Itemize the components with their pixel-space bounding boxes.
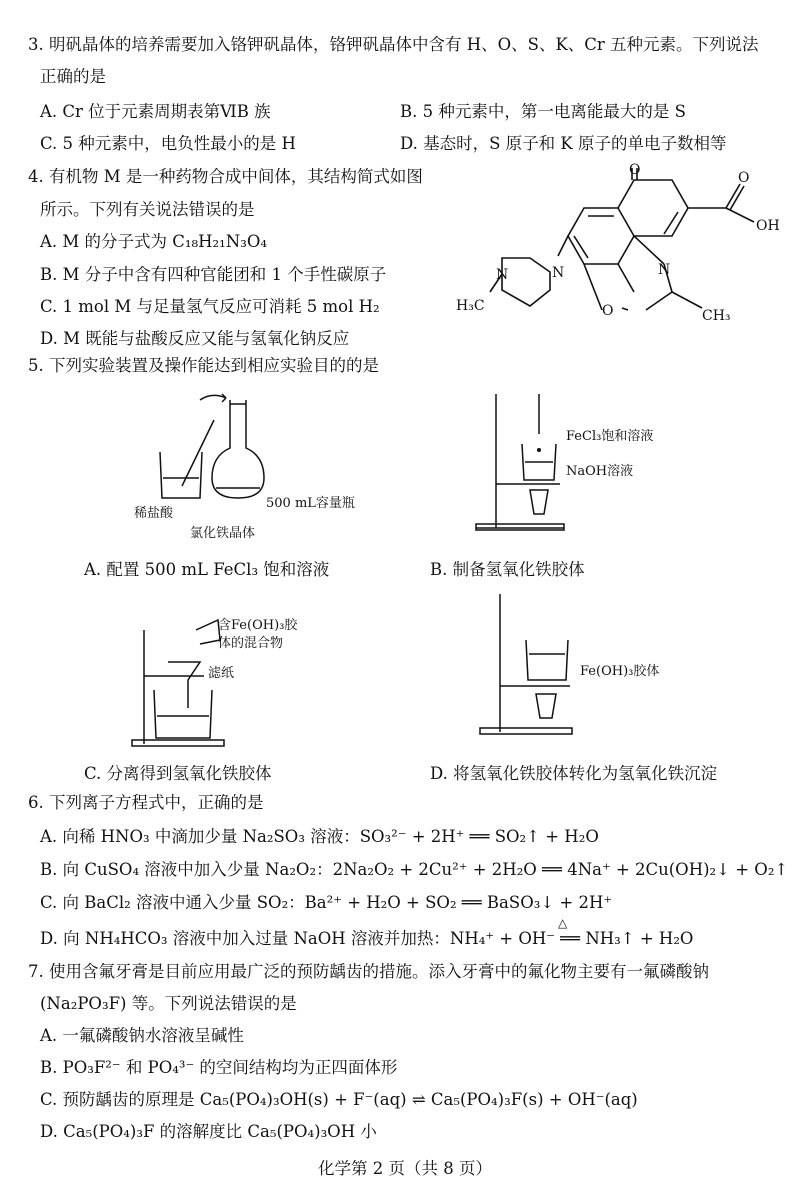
- atom-o-carbonyl: O: [629, 162, 641, 178]
- q7-option-b: B. PO₃F²⁻ 和 PO₄³⁻ 的空间结构均为正四面体形: [40, 1058, 398, 1077]
- fig-a-label-hcl: 稀盐酸: [134, 506, 174, 521]
- beaker: [154, 690, 212, 738]
- atom-o-ring: O: [602, 303, 614, 319]
- burner: [536, 694, 556, 718]
- atom-oh: OH: [756, 218, 780, 234]
- molecule-structure-m: [450, 160, 795, 345]
- q3-option-d: D. 基态时，S 原子和 K 原子的单电子数相等: [400, 134, 727, 153]
- fig-c-label-mixture2: 体的混合物: [218, 636, 284, 651]
- fig-a-label-fecl3: 氯化铁晶体: [190, 526, 256, 541]
- q3-stem-line2: 正确的是: [40, 67, 106, 86]
- q6-option-b: B. 向 CuSO₄ 溶液中加入少量 Na₂O₂：2Na₂O₂ + 2Cu²⁺ + 2H₂O ══ 4Na⁺ + 2Cu(OH)₂↓ + O₂↑: [40, 860, 789, 879]
- q5-stem: 5. 下列实验装置及操作能达到相应实验目的的是: [28, 356, 379, 375]
- caption-c: C. 分离得到氢氧化铁胶体: [84, 764, 272, 783]
- caption-d: D. 将氢氧化铁胶体转化为氢氧化铁沉淀: [430, 764, 718, 783]
- apparatus-d: [470, 590, 580, 745]
- q7-stem-line2: (Na₂PO₃F) 等。下列说法错误的是: [40, 994, 297, 1013]
- fig-d-label-colloid: Fe(OH)₃胶体: [580, 664, 660, 679]
- fig-c-label-filter: 滤纸: [208, 666, 235, 681]
- q7-stem-line1: 7. 使用含氟牙膏是目前应用最广泛的预防龋齿的措施。添入牙膏中的氟化物主要有一氟磷酸钠: [28, 962, 709, 981]
- page-footer: 化学第 2 页（共 8 页）: [318, 1159, 492, 1178]
- q6-heat-symbol: △: [558, 916, 568, 930]
- volumetric-flask: [212, 400, 264, 498]
- q3-option-b: B. 5 种元素中，第一电离能最大的是 S: [400, 102, 686, 121]
- beaker: [526, 640, 568, 680]
- q4-stem-line1: 4. 有机物 M 是一种药物合成中间体，其结构简式如图: [28, 167, 423, 186]
- q4-option-c: C. 1 mol M 与足量氢气反应可消耗 5 mol H₂: [40, 297, 380, 316]
- q4-option-b: B. M 分子中含有四种官能团和 1 个手性碳原子: [40, 265, 387, 284]
- group-h3c: H₃C: [456, 298, 485, 314]
- funnel: [168, 662, 200, 708]
- q3-option-a: A. Cr 位于元素周期表第ⅥB 族: [40, 102, 271, 121]
- q6-option-d: D. 向 NH₄HCO₃ 溶液中加入过量 NaOH 溶液并加热：NH₄⁺ + OH⁻ ══ NH₃↑ + H₂O: [40, 929, 694, 948]
- q7-option-a: A. 一氟磷酸钠水溶液呈碱性: [40, 1026, 244, 1045]
- q6-option-a: A. 向稀 HNO₃ 中滴加少量 Na₂SO₃ 溶液：SO₃²⁻ + 2H⁺ ══ SO₂↑ + H₂O: [40, 827, 599, 846]
- caption-a: A. 配置 500 mL FeCl₃ 饱和溶液: [84, 560, 330, 579]
- caption-b: B. 制备氢氧化铁胶体: [430, 560, 585, 579]
- fig-c-label-mixture1: 含Fe(OH)₃胶: [218, 618, 298, 633]
- q4-option-a: A. M 的分子式为 C₁₈H₂₁N₃O₄: [40, 232, 267, 251]
- atom-n-piperazine-left: N: [496, 267, 509, 283]
- fig-a-label-flask: 500 mL容量瓶: [266, 496, 355, 511]
- q3-option-c: C. 5 种元素中，电负性最小的是 H: [40, 134, 296, 153]
- q6-option-c: C. 向 BaCl₂ 溶液中通入少量 SO₂：Ba²⁺ + H₂O + SO₂ ══ BaSO₃↓ + 2H⁺: [40, 893, 613, 912]
- group-ch3: CH₃: [702, 308, 731, 324]
- atom-o-acid: O: [738, 170, 750, 186]
- q7-option-c: C. 预防龋齿的原理是 Ca₅(PO₄)₃OH(s) + F⁻(aq) ⇌ Ca₅(PO₄)₃F(s) + OH⁻(aq): [40, 1090, 638, 1109]
- atom-n-piperazine-right: N: [552, 265, 565, 281]
- atom-n-ring: N: [658, 262, 671, 278]
- q4-option-d: D. M 既能与盐酸反应又能与氢氧化钠反应: [40, 329, 350, 348]
- fig-b-label-fecl3: FeCl₃饱和溶液: [566, 429, 654, 444]
- q7-option-d: D. Ca₅(PO₄)₃F 的溶解度比 Ca₅(PO₄)₃OH 小: [40, 1122, 377, 1141]
- burner: [530, 490, 548, 514]
- fig-b-label-naoh: NaOH溶液: [566, 464, 634, 479]
- q6-stem: 6. 下列离子方程式中，正确的是: [28, 793, 264, 812]
- q3-stem-line1: 3. 明矾晶体的培养需要加入铬钾矾晶体，铬钾矾晶体中含有 H、O、S、K、Cr 五种元素。下列说法: [28, 35, 759, 54]
- apparatus-b: [470, 390, 570, 540]
- q4-stem-line2: 所示。下列有关说法错误的是: [40, 200, 255, 219]
